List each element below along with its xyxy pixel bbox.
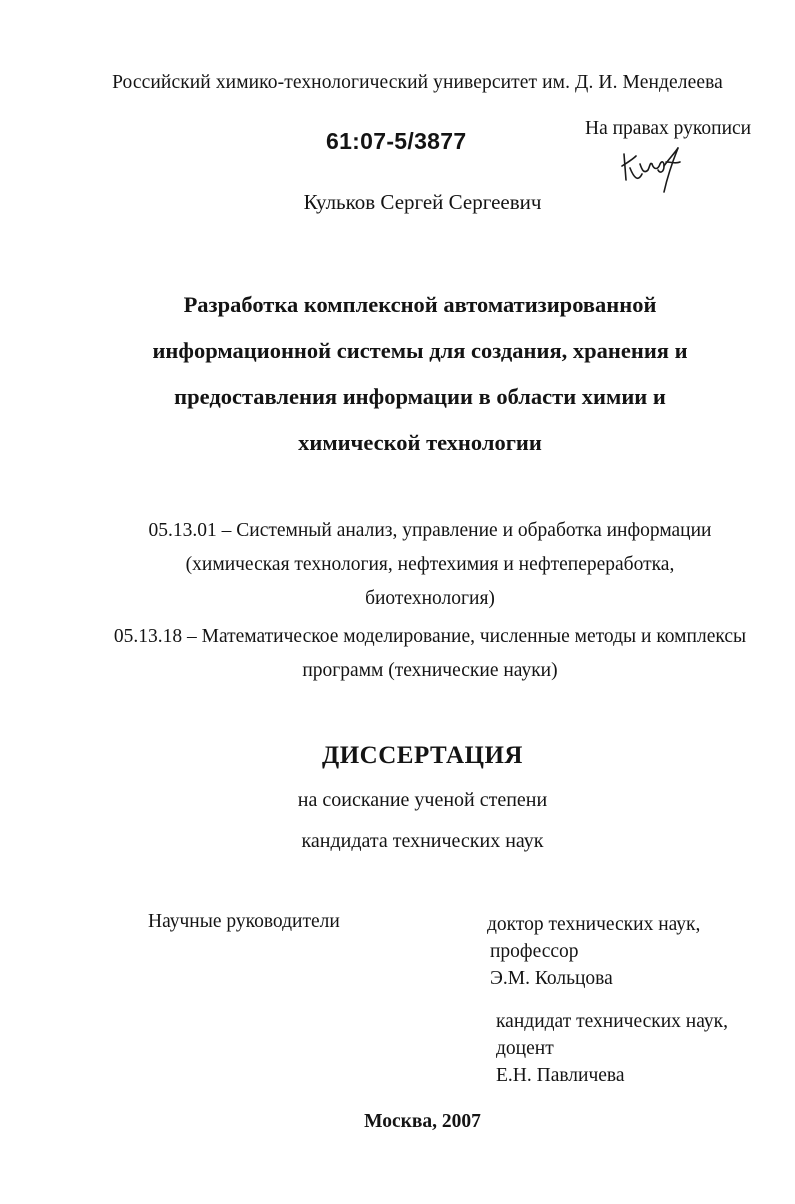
specialty-line: программ (технические науки): [302, 660, 558, 681]
specialty-line: (химическая технология, нефтехимия и нефтепереработка,: [185, 554, 675, 575]
degree-line-1: на соискание ученой степени: [297, 789, 548, 811]
specialty-05-13-18: [60, 620, 795, 688]
author-name: Кульков Сергей Сергеевич: [303, 190, 542, 214]
advisors-label: Научные руководители: [148, 911, 340, 932]
advisor-1: [487, 911, 700, 992]
advisor-title: доцент: [496, 1038, 554, 1059]
advisor-degree: кандидат технических наук,: [496, 1011, 728, 1032]
degree-line-2: кандидата технических наук: [301, 830, 544, 852]
advisor-degree: доктор технических наук,: [487, 914, 701, 935]
specialty-line: 05.13.01 – Системный анализ, управление и обработка информации: [148, 520, 712, 541]
title-line: предоставления информации в области химии и: [174, 384, 666, 409]
dissertation-title: [110, 282, 730, 466]
advisor-2: [496, 1008, 728, 1089]
advisor-title: профессор: [490, 941, 579, 962]
specialty-05-13-01: [60, 514, 795, 616]
library-stamp-code: 61:07-5/3877: [326, 128, 467, 154]
advisor-name: Е.Н. Павличева: [496, 1065, 625, 1086]
specialty-line: биотехнология): [365, 588, 495, 609]
title-line: информационной системы для создания, хранения и: [152, 338, 688, 363]
handwritten-signature: [618, 140, 688, 196]
city-year: Москва, 2007: [364, 1111, 481, 1132]
university-name: Российский химико-технологический университет им. Д. И. Менделеева: [112, 72, 723, 93]
manuscript-rights-note: На правах рукописи: [585, 118, 752, 139]
title-line: Разработка комплексной автоматизированной: [183, 292, 657, 317]
document-type: ДИССЕРТАЦИЯ: [322, 742, 523, 769]
advisor-name: Э.М. Кольцова: [490, 968, 613, 989]
title-line: химической технологии: [298, 430, 542, 455]
specialty-line: 05.13.18 – Математическое моделирование, численные методы и комплексы: [113, 626, 747, 647]
